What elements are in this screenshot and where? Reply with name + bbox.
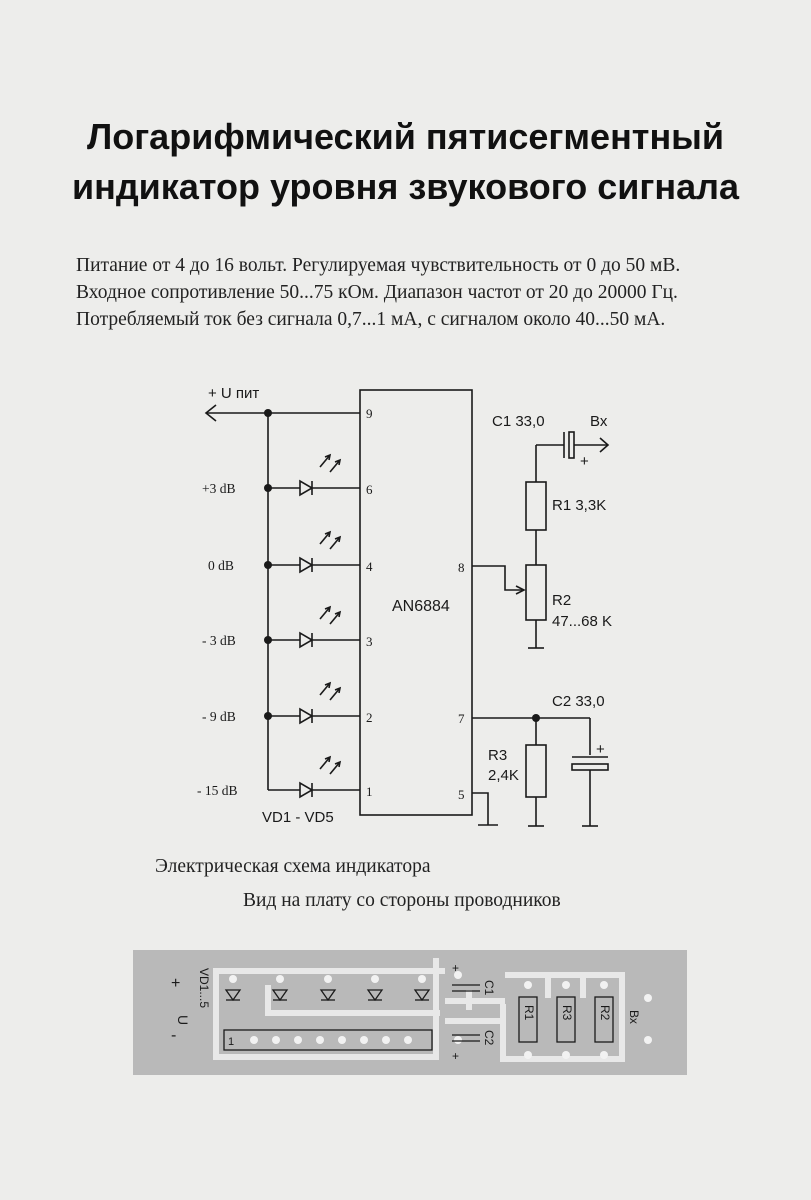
c2-plus: +	[596, 741, 605, 758]
page-title	[0, 112, 811, 212]
board-vd-label: VD1...5	[197, 968, 211, 1009]
led-row-3	[268, 607, 360, 647]
board-c2-label: C2	[482, 1030, 496, 1046]
specs-line-2: Входное сопротивление 50...75 кОм. Диапазон частот от 20 до 20000 Гц.	[76, 282, 678, 303]
r3-body	[526, 745, 546, 797]
r1-label: R1 3,3K	[552, 497, 607, 514]
r2-body	[526, 565, 546, 620]
board-r2-label: R2	[598, 1005, 612, 1021]
specs-line-1: Питание от 4 до 16 вольт. Регулируемая чувствительность от 0 до 50 мВ.	[76, 255, 681, 276]
r1-body	[526, 482, 546, 530]
pin-5: 5	[458, 787, 465, 802]
title-line-1: Логарифмический пятисегментный	[86, 116, 725, 157]
pcb-board	[0, 940, 811, 1090]
level-label-1: +3 dB	[202, 481, 236, 496]
led-row-4	[268, 683, 360, 723]
board-c1-plus: +	[452, 961, 460, 975]
board-minus-sign: -	[171, 1027, 177, 1044]
level-label-4: - 9 dB	[202, 709, 236, 724]
r2-value: 47...68 K	[552, 613, 613, 630]
specs-line-3: Потребляемый ток без сигнала 0,7...1 мА, с сигналом около 40...50 мА.	[76, 309, 666, 330]
pin-4: 4	[366, 559, 373, 574]
schematic-caption: Электрическая схема индикатора	[155, 856, 431, 877]
board-r1-label: R1	[522, 1005, 536, 1021]
supply-label: + U пит	[208, 385, 260, 402]
specs-paragraph	[76, 252, 756, 333]
chip-name: AN6884	[392, 598, 450, 615]
board-input-label: Вх	[627, 1010, 641, 1024]
board-r3-label: R3	[560, 1005, 574, 1021]
pin-1: 1	[366, 784, 373, 799]
pin-8: 8	[458, 560, 465, 575]
pin-9: 9	[366, 406, 373, 421]
r3-label: R3	[488, 747, 508, 764]
pin-6: 6	[366, 482, 373, 497]
led-row-2	[268, 532, 360, 572]
board-c2-plus: +	[452, 1049, 460, 1063]
board-pin1-label: 1	[228, 1036, 235, 1048]
led-row-5	[268, 757, 360, 797]
board-u-label: U	[175, 1015, 191, 1026]
pin-2: 2	[366, 710, 373, 725]
c1-label: C1 33,0	[492, 413, 545, 430]
led-row-1	[268, 455, 360, 495]
level-label-5: - 15 dB	[197, 783, 238, 798]
board-c1-label: C1	[482, 980, 496, 996]
board-plus-sign: +	[171, 975, 181, 992]
level-label-2: 0 dB	[208, 558, 234, 573]
c1-plus: +	[580, 453, 589, 470]
level-label-3: - 3 dB	[202, 633, 236, 648]
title-line-2: индикатор уровня звукового сигнала	[71, 166, 740, 207]
pin-3: 3	[366, 634, 373, 649]
r3-value: 2,4K	[488, 767, 519, 784]
pin-7: 7	[458, 711, 465, 726]
board-caption: Вид на плату со стороны проводников	[243, 890, 561, 911]
led-group-label: VD1 - VD5	[262, 809, 334, 826]
r2-label: R2	[552, 592, 572, 609]
input-label: Вх	[590, 413, 608, 430]
c2-label: C2 33,0	[552, 693, 605, 710]
circuit-schematic	[0, 370, 811, 850]
